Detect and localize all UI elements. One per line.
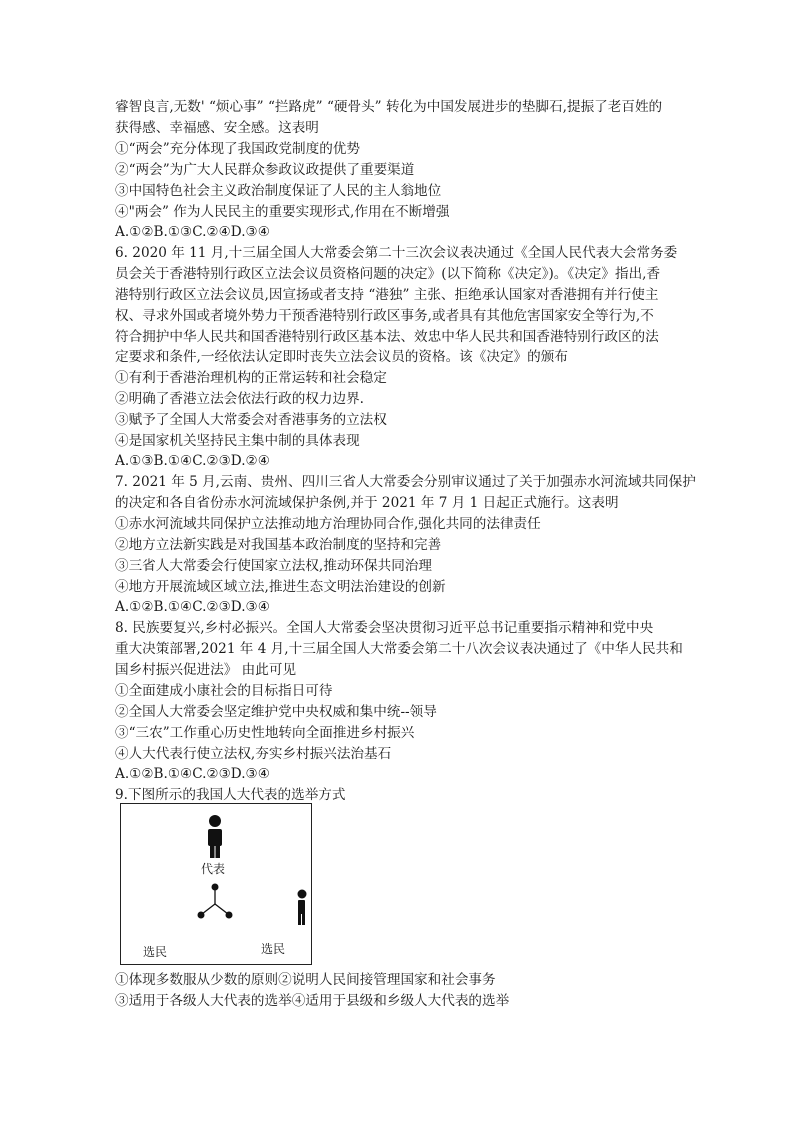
text-line: ③赋予了全国人大常委会对香港事务的立法权	[115, 412, 387, 428]
answer-options: A.①③B.①④C.②③D.②④	[115, 453, 270, 469]
q9-options: ③适用于各级人大代表的选举④适用于县级和乡级人大代表的选举	[115, 993, 510, 1009]
answer-options: A.①②B.①③C.②④D.③④	[115, 224, 270, 240]
text-line: ①“两会”充分体现了我国政党制度的优势	[115, 141, 360, 157]
text-line: 权、寻求外国或者境外势力干预香港特别行政区事务,或者具有其他危害国家安全等行为,不	[115, 308, 654, 324]
text-line: 睿智良言,无数' “烦心事” “拦路虎” “硬骨头” 转化为中国发展进步的垫脚石,提振了老百姓的	[115, 99, 663, 115]
voter-label-right: 选民	[261, 942, 286, 956]
text-line: ③中国特色社会主义政治制度保证了人民的主人翁地位	[115, 183, 442, 199]
voter-label-left: 选民	[143, 945, 168, 959]
question-8: 8. 民族要复兴,乡村必振兴。全国人大常委会坚决贯彻习近平总书记重要指示精神和党中央	[115, 620, 654, 636]
text-line: 符合拥护中华人民共和国香港特别行政区基本法、效忠中华人民共和国香港特别行政区的法	[115, 329, 659, 345]
text-line: 员会关于香港特别行政区立法会议员资格问题的决定》(以下简称《决定》)。《决定》指出,香	[115, 266, 661, 282]
text-line: ④"两会” 作为人民民主的重要实现形式,作用在不断增强	[115, 204, 450, 220]
text-line: ①有利于香港治理机构的正常运转和社会稳定	[115, 370, 387, 386]
text-line: ②“两会”为广大人民群众参政议政提供了重要渠道	[115, 162, 415, 178]
text-line: ③三省人大常委会行使国家立法权,推动环保共同治理	[115, 558, 432, 574]
text-line: ①赤水河流域共同保护立法推动地方治理协同合作,强化共同的法律责任	[115, 516, 541, 532]
node-dot	[226, 912, 233, 919]
connector-lines	[202, 888, 228, 914]
election-diagram	[120, 803, 312, 965]
text-line: ②地方立法新实践是对我国基本政治制度的坚持和完善	[115, 537, 442, 553]
text-line: ③“三农”工作重心历史性地转向全面推进乡村振兴	[115, 725, 415, 741]
q9-options: ①体现多数服从少数的原则②说明人民间接管理国家和社会事务	[115, 972, 496, 988]
text-line: ②明确了香港立法会依法行政的权力边界.	[115, 391, 365, 407]
question-7: 7. 2021 年 5 月,云南、贵州、四川三省人大常委会分别审议通过了关于加强赤水河流域共同保护	[115, 474, 696, 490]
text-line: 获得感、幸福感、安全感。这表明	[115, 120, 319, 136]
text-line: 国乡村振兴促进法》 由此可见	[115, 662, 297, 678]
text-line: ①全面建成小康社会的目标指日可待	[115, 683, 333, 699]
node-dot	[212, 884, 219, 891]
text-line: ④地方开展流域区域立法,推进生态文明法治建设的创新	[115, 579, 446, 595]
text-line: 港特别行政区立法会议员,因宣扬或者支持 “港独” 主张、拒绝承认国家对香港拥有并行使主	[115, 287, 659, 303]
person-icon-voter	[298, 890, 307, 926]
representative-label: 代表	[201, 862, 226, 876]
answer-options: A.①②B.①④C.②③D.③④	[115, 599, 270, 615]
question-6: 6. 2020 年 11 月,十三届全国人大常委会第二十三次会议表决通过《全国人民代表大会常务委	[115, 245, 678, 261]
text-line: 重大决策部署,2021 年 4 月,十三届全国人大常委会第二十八次会议表决通过了《中华人民共和	[115, 641, 683, 657]
person-icon-representative	[208, 815, 222, 858]
node-dot	[198, 912, 205, 919]
text-line: ②全国人大常委会坚定维护党中央权威和集中统--领导	[115, 704, 437, 720]
text-line: 定要求和条件,一经依法认定即时丧失立法会议员的资格。该《决定》的颁布	[115, 349, 568, 365]
text-line: ④人大代表行使立法权,夯实乡村振兴法治基石	[115, 746, 392, 762]
answer-options: A.①②B.①④C.②③D.③④	[115, 766, 270, 782]
text-line: 的决定和各自省份赤水河流域保护条例,并于 2021 年 7 月 1 日起正式施行。这表明	[115, 495, 619, 511]
election-diagram-svg	[121, 804, 310, 963]
question-9: 9.下图所示的我国人大代表的选举方式	[115, 787, 346, 803]
text-line: ④是国家机关坚持民主集中制的具体表现	[115, 433, 360, 449]
